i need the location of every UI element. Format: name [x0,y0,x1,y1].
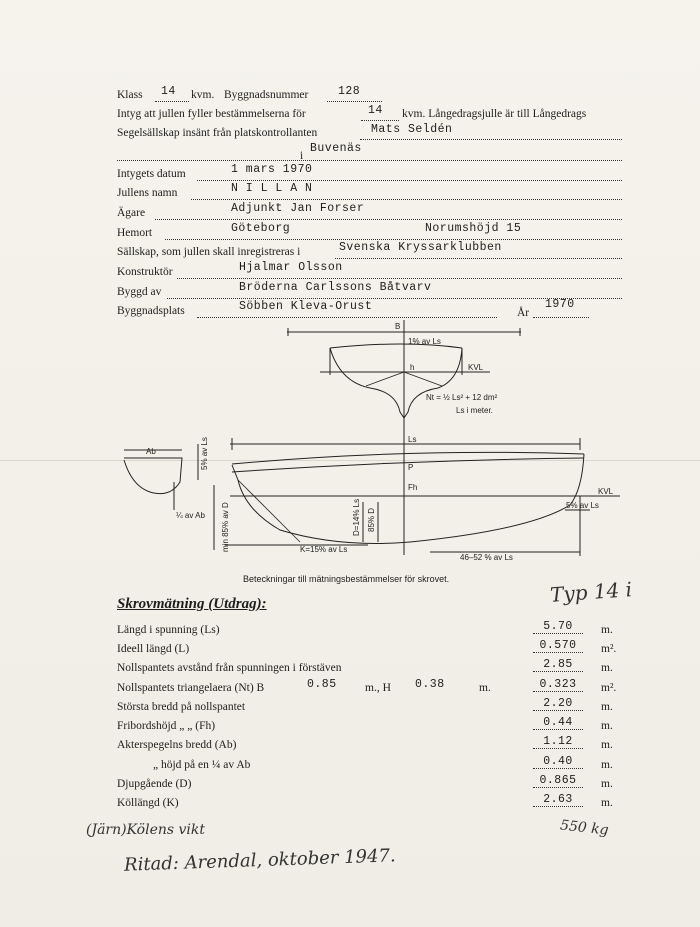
transom-detail [124,458,182,494]
measurement-value: 0.323 [533,678,583,692]
measurement-label: Djupgående (D) [117,778,192,790]
label-pct4652: 46–52 % av Ls [460,553,513,562]
namn-row: Jullens namn N I L L A N [117,187,622,205]
hemort-row: Hemort Göteborg Norumshöjd 15 [117,227,622,245]
kolens-vikt-note: (Järn)Kölens vikt [86,822,206,838]
hemort-value: Göteborg [231,222,291,235]
measurement-label: Köllängd (K) [117,797,179,809]
intyg-row: Intyg att jullen fyller bestämmelserna för 14 kvm. Långedragsjulle är till Långedrags [117,104,587,120]
label-kvl-top: KVL [468,363,484,372]
byggnadsnummer-value: 128 [338,85,361,98]
label-ab: Ab [146,447,156,456]
label-min85: min 85% av D [221,502,230,552]
ar-value: 1970 [545,298,575,311]
measurement-unit: m². [601,643,617,655]
kontrollant-value: Mats Seldén [371,123,453,136]
measurement-label: Längd i spunning (Ls) [117,624,220,636]
measurement-unit: m. [601,701,613,713]
ort-row: i Buvenäs [117,148,622,166]
datum-row: Intygets datum 1 mars 1970 [117,168,622,186]
measurement-unit: m. [601,739,613,751]
midship-section [330,348,462,418]
label-nt-formula: Nt = ½ Ls² + 12 dm² [426,393,498,402]
konstruktor-row: Konstruktör Hjalmar Olsson [117,266,622,284]
label-b: B [395,322,401,331]
typ-note: Typ 14 i [549,577,633,607]
byggd-value: Bröderna Carlssons Båtvarv [239,281,432,294]
ritad-note: Ritad: Arendal, oktober 1947. [123,845,397,876]
hull-diagram [110,320,630,570]
measurement-value: 0.40 [533,755,583,769]
measurement-unit: m. [601,759,613,771]
measurement-unit: m². [601,682,617,694]
measurement-label: Ideell längd (L) [117,643,190,655]
measurement-unit: m. [601,778,613,790]
label-fh: Fh [408,483,418,492]
deck-curve [330,344,462,348]
measurement-unit: m. [601,624,613,636]
measurements-heading: Skrovmätning (Utdrag): [117,596,267,612]
measurement-value: 2.63 [533,793,583,807]
measurement-unit: m. [601,720,613,732]
label-kvl: KVL [598,487,614,496]
measurement-label: Nollspantets avstånd från spunningen i förstäven [117,662,342,674]
measurement-label: Största bredd på nollspantet [117,701,246,713]
label-k: K=15% av Ls [300,545,348,554]
measurement-value: 0.44 [533,716,583,730]
label-pct1: 1% av Ls [408,337,441,346]
klass-value: 14 [161,85,176,98]
measurement-value: 2.20 [533,697,583,711]
measurement-value: 0.570 [533,639,583,653]
sallskap-value: Svenska Kryssarklubben [339,241,502,254]
measurement-row [117,793,617,815]
konstruktor-value: Hjalmar Olsson [239,261,343,274]
adress-value: Norumshöjd 15 [425,222,522,235]
vikt-note: 550 kg [559,817,610,839]
label-pct5-side: 5% av Ls [566,501,599,510]
label-ls-meter: Ls i meter. [456,406,493,415]
measurement-label: „ höjd på en ¼ av Ab [153,759,251,771]
label-quarter-ab: ¼ av Ab [176,511,205,520]
nt-b-value: 0.85 [307,678,337,691]
ort-value: Buvenäs [310,142,362,155]
label-p: P [408,463,414,472]
diagram-caption: Beteckningar till mätningsbestämmelser för skrovet. [243,574,450,584]
byggnadsplats-value: Söbben Kleva-Orust [239,300,373,313]
namn-value: N I L L A N [231,182,313,195]
label-h: h [410,363,415,372]
measurement-value: 5.70 [533,620,583,634]
measurement-unit: m. [601,797,613,809]
label-d14: D=14% Ls [352,498,361,536]
label-d85: 85% D [367,507,376,532]
nt-h-value: 0.38 [415,678,445,691]
agare-row: Ägare Adjunkt Jan Forser [117,207,622,225]
datum-value: 1 mars 1970 [231,163,313,176]
measurement-value: 1.12 [533,735,583,749]
measurement-label: Fribordshöjd „ „ (Fh) [117,720,216,732]
klass-row: Klass 14 kvm. Byggnadsnummer 128 [117,89,622,107]
measurement-unit: m. [601,662,613,674]
byggd-row: Byggd av Bröderna Carlssons Båtvarv [117,286,622,304]
agare-value: Adjunkt Jan Forser [231,202,365,215]
measurement-value: 0.865 [533,774,583,788]
measurement-label: Akterspegelns bredd (Ab) [117,739,237,751]
measurement-row: Nollspantets triangelaera (Nt) B 0.85 m., H 0.38 m. 0.323 m². [117,678,617,694]
label-pct5-top: 5% av Ls [200,437,209,470]
measurement-label: Nollspantets triangelaera (Nt) B [117,682,265,694]
sallskap-row: Sällskap, som jullen skall inregistreras i Svenska Kryssarklubben [117,246,622,264]
segel-row: Segelsällskap insänt från platskontrollanten Mats Seldén [117,127,622,145]
measurement-value: 2.85 [533,658,583,672]
byggnadsplats-row: Byggnadsplats Söbben Kleva-Orust År 1970 [117,305,622,323]
label-ls: Ls [408,435,417,444]
